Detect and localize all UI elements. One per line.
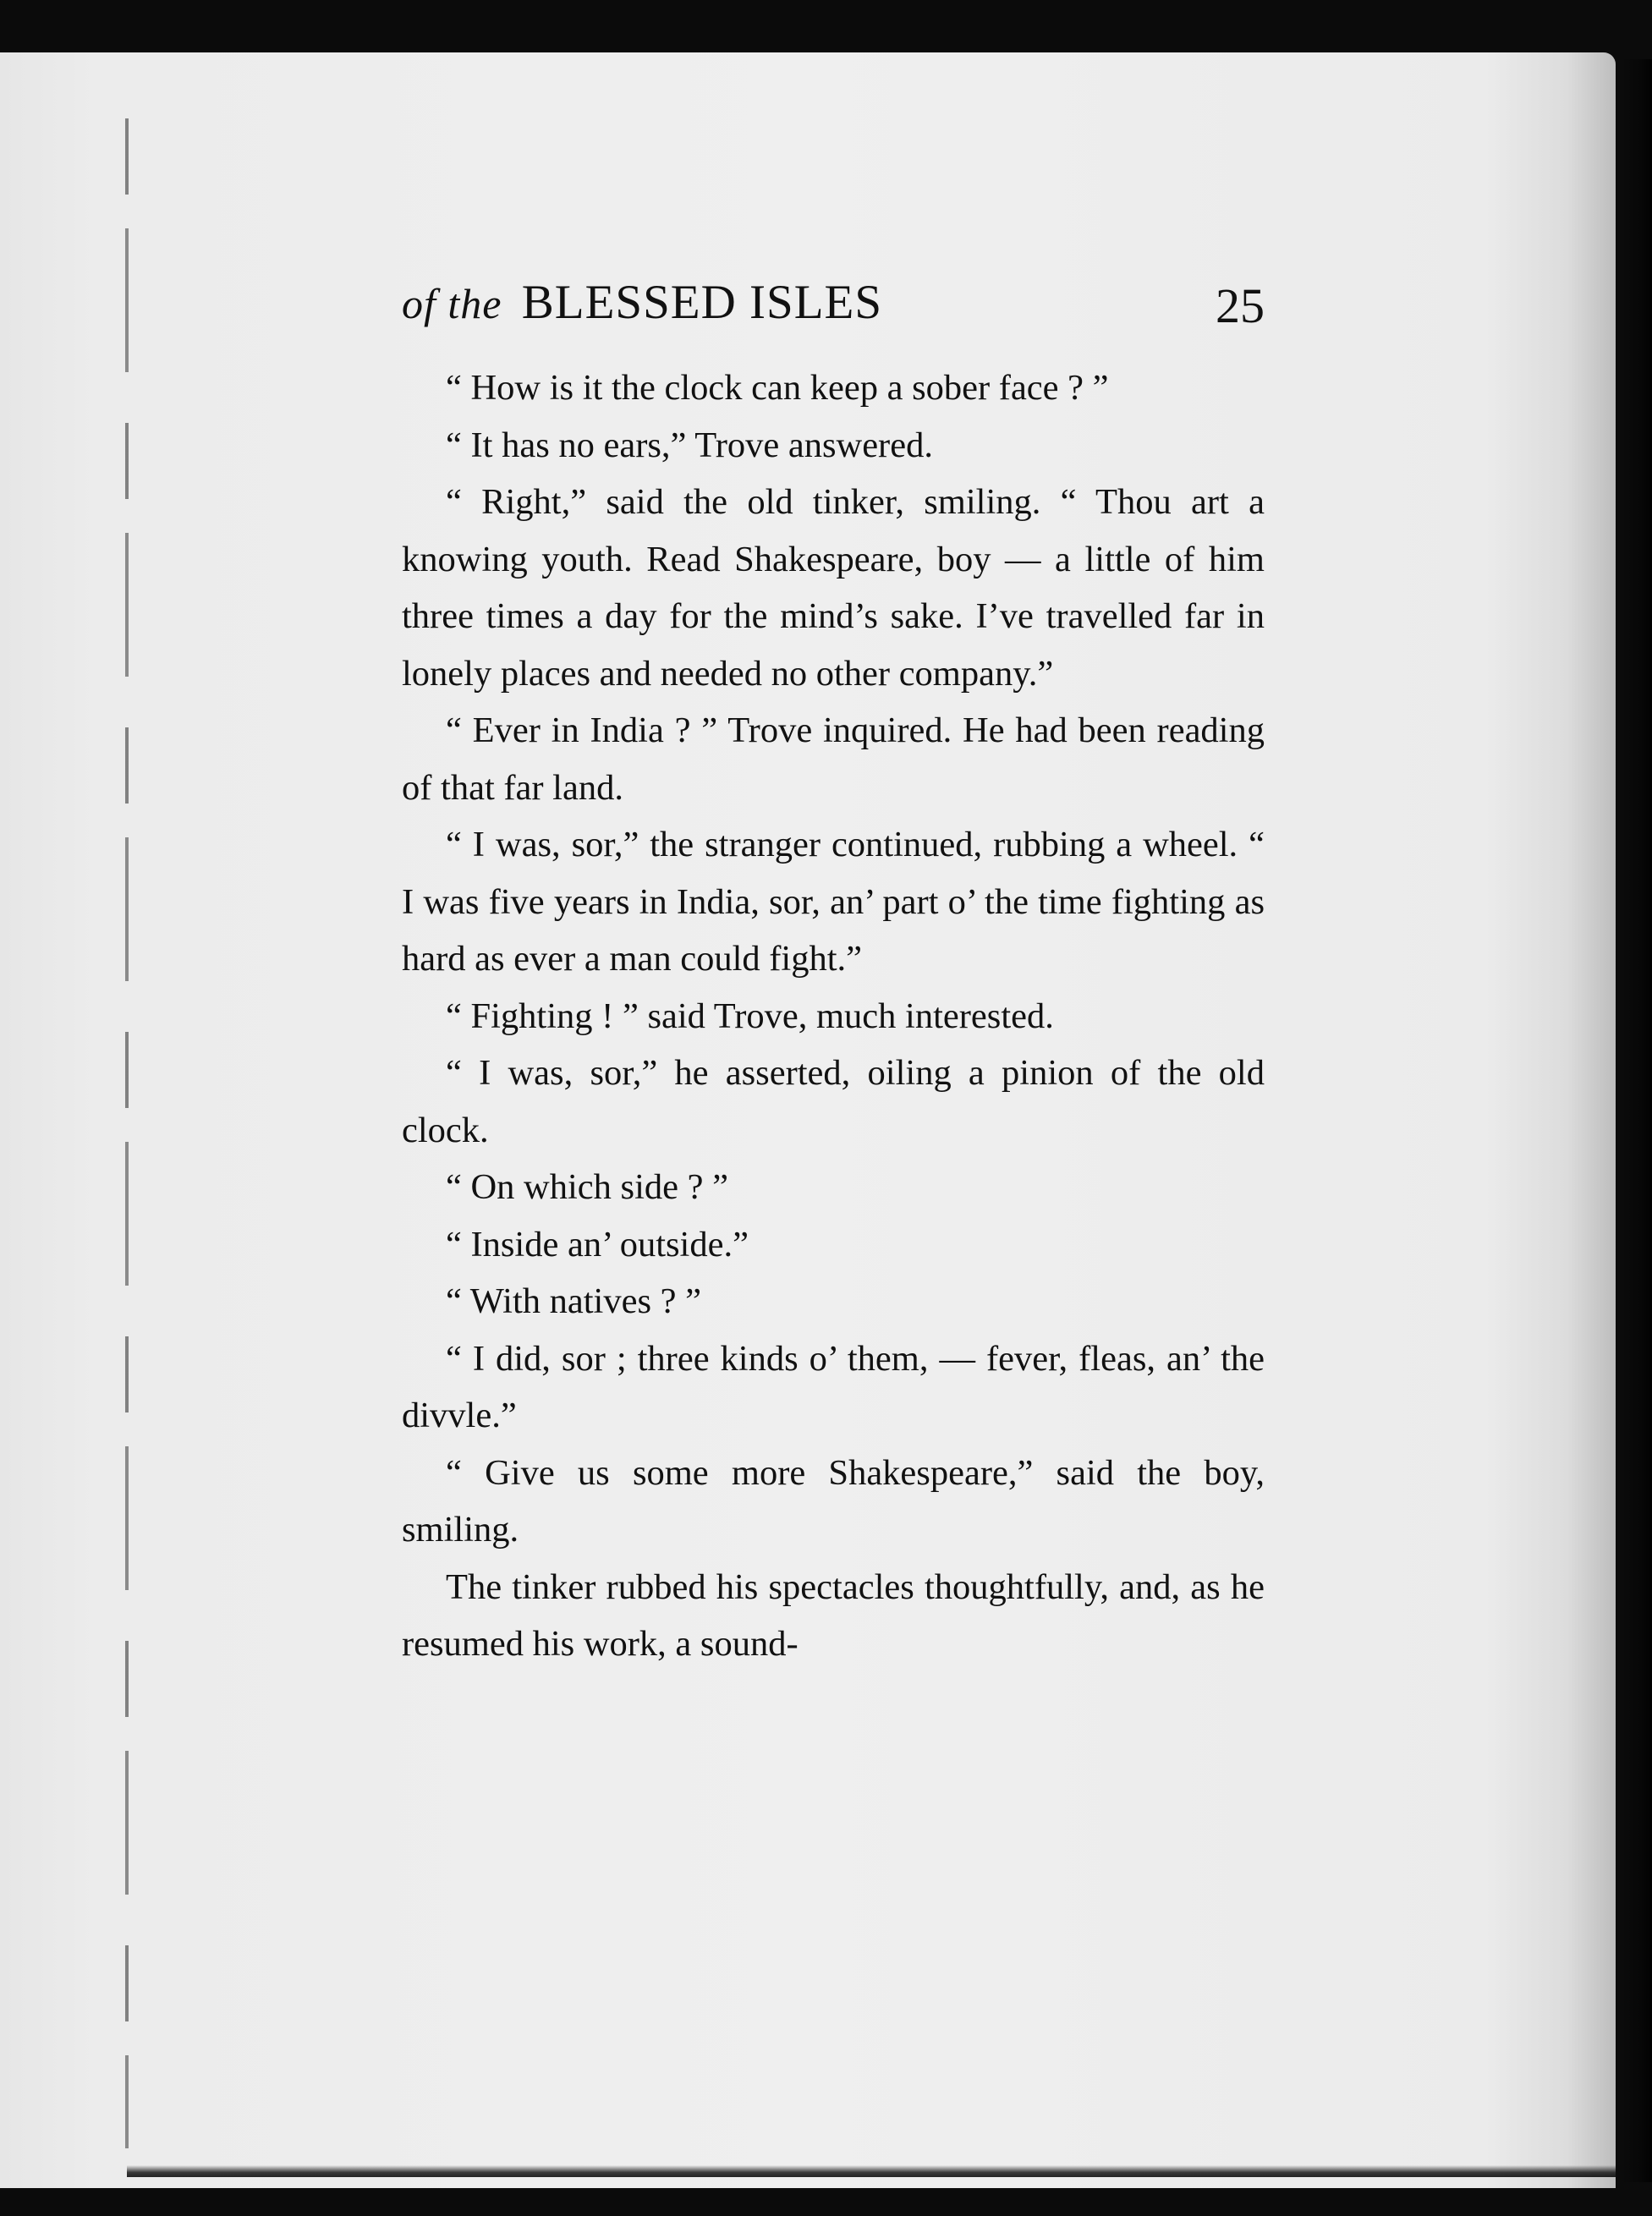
paragraph: “ I was, sor,” the stranger continued, rubbing a wheel. “ I was five years in India, sor, an’ part o’ the time fighting as hard as ever a man could fight.” [402,825,1265,979]
page-edge-shadow [1622,59,1652,2182]
text-block [402,269,1265,1673]
paragraph: “ It has no ears,” Trove answered. [446,425,933,465]
paragraph: The tinker rubbed his spectacles thoughtfully, and, as he resumed his work, a sound- [402,1566,1265,1664]
gutter-fold [125,118,129,2148]
body-text [402,359,1265,1673]
paragraph: “ Fighting ! ” said Trove, much interested. [446,996,1054,1036]
running-head [402,269,1265,337]
paragraph: “ With natives ? ” [446,1281,701,1321]
paragraph: “ Give us some more Shakespeare,” said the boy, smiling. [402,1452,1265,1550]
paragraph: “ Right,” said the old tinker, smiling. “ Thou art a knowing youth. Read Shakespeare, boy — a little of him three times a day for the mind’s sake. I’ve travelled far in lonely places and needed no other company.” [402,482,1265,694]
paragraph: “ I was, sor,” he asserted, oiling a pinion of the old clock. [402,1053,1265,1150]
paragraph: “ Inside an’ outside.” [446,1224,749,1264]
running-head-title [402,269,882,337]
page-number: 25 [1216,278,1265,333]
paragraph: “ Ever in India ? ” Trove inquired. He had been reading of that far land. [402,710,1265,808]
paragraph: “ I did, sor ; three kinds o’ them, — fever, fleas, an’ the divvle.” [402,1338,1265,1435]
paragraph: “ On which side ? ” [446,1167,728,1207]
page-bottom-edge [127,2165,1616,2177]
running-head-book-title: BLESSED ISLES [521,276,883,329]
running-head-prefix: of the [402,280,502,327]
paragraph: “ How is it the clock can keep a sober face ? ” [446,368,1109,408]
